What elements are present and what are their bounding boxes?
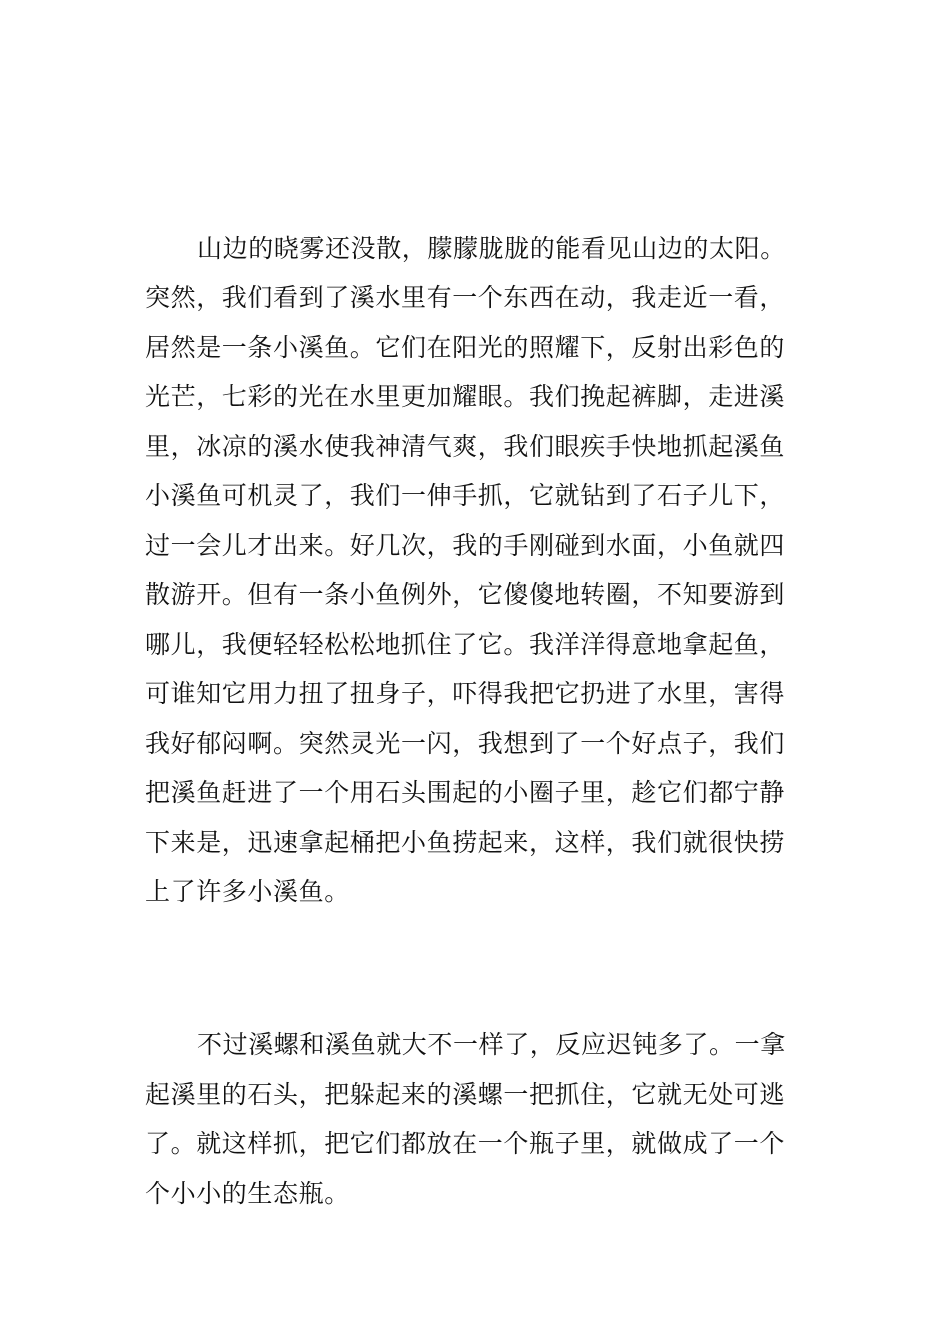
paragraph-1-line-5: 里，冰凉的溪水使我神清气爽，我们眼疾手快地抓起溪鱼 [145,432,786,461]
paragraph-1-line-13: 下来是，迅速拿起桶把小鱼捞起来，这样，我们就很快捞 [145,828,786,857]
paragraph-2-line-4: 个小小的生态瓶。 [145,1179,350,1208]
paragraph-1-line-7: 过一会儿才出来。好几次，我的手刚碰到水面，小鱼就四 [145,531,786,560]
paragraph-1-line-1: 山边的晓雾还没散，朦朦胧胧的能看见山边的太阳。 [197,234,786,263]
paragraph-1-line-14: 上了许多小溪鱼。 [145,877,350,906]
paragraph-1-line-9: 哪儿，我便轻轻松松地抓住了它。我洋洋得意地拿起鱼， [145,630,786,659]
paragraph-2-line-2: 起溪里的石头，把躲起来的溪螺一把抓住，它就无处可逃 [145,1080,786,1109]
paragraph-1-line-6: 小溪鱼可机灵了，我们一伸手抓，它就钻到了石子儿下， [145,481,786,510]
paragraph-1-line-8: 散游开。但有一条小鱼例外，它傻傻地转圈，不知要游到 [145,580,786,609]
paragraph-2-line-1: 不过溪螺和溪鱼就大不一样了，反应迟钝多了。一拿 [197,1030,786,1059]
paragraph-1-line-11: 我好郁闷啊。突然灵光一闪，我想到了一个好点子，我们 [145,729,786,758]
paragraph-1-line-3: 居然是一条小溪鱼。它们在阳光的照耀下，反射出彩色的 [145,333,786,362]
paragraph-1-line-4: 光芒，七彩的光在水里更加耀眼。我们挽起裤脚，走进溪 [145,382,786,411]
paragraph-1-line-12: 把溪鱼赶进了一个用石头围起的小圈子里，趁它们都宁静 [145,778,786,807]
paragraph-1-line-2: 突然，我们看到了溪水里有一个东西在动，我走近一看， [145,283,786,312]
paragraph-1-line-10: 可谁知它用力扭了扭身子，吓得我把它扔进了水里，害得 [145,679,786,708]
paragraph-2-line-3: 了。就这样抓，把它们都放在一个瓶子里，就做成了一个 [145,1129,786,1158]
